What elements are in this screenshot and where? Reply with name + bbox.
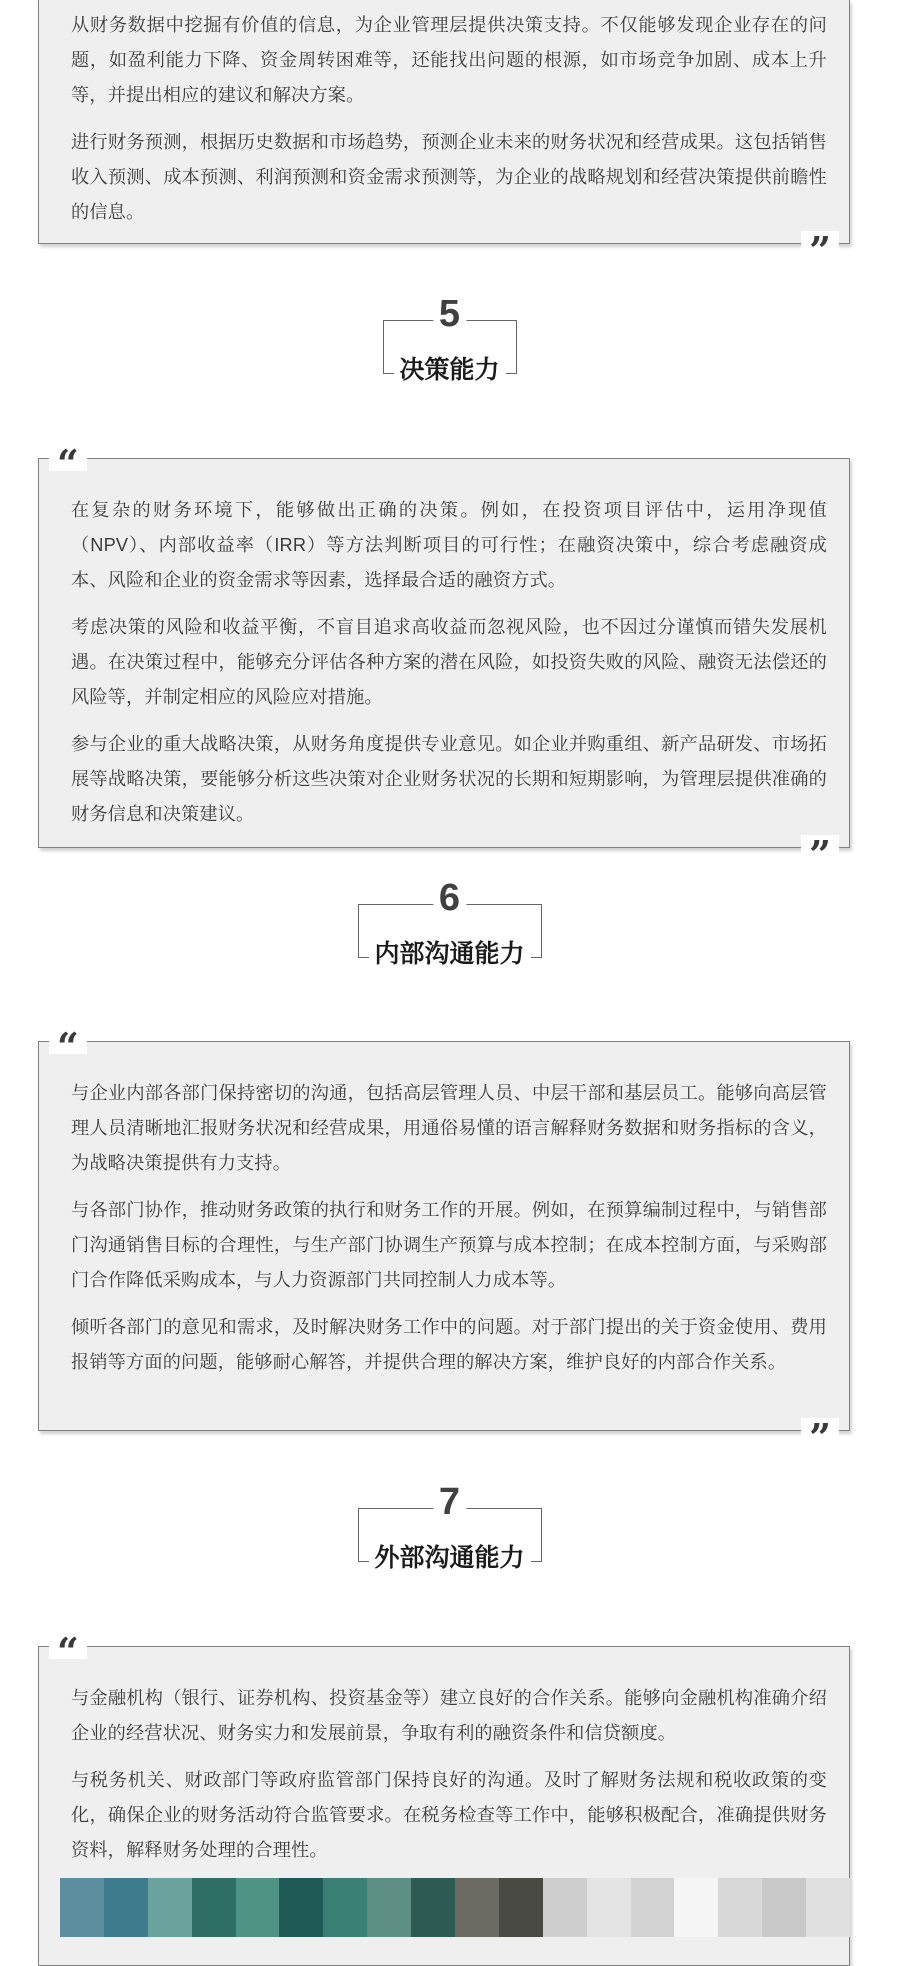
quote-box-section-4 — [38, 0, 850, 257]
section-title: 内部沟通能力 — [368, 934, 530, 974]
paragraph: 倾听各部门的意见和需求，及时解决财务工作中的问题。对于部门提出的关于资金使用、费用报销等方面的问题，能够耐心解答，并提供合理的解决方案，维护良好的内部合作关系。 — [71, 1317, 827, 1372]
section-number: 7 — [433, 1480, 466, 1524]
section-heading-6 — [0, 877, 899, 992]
section-number: 6 — [433, 876, 466, 920]
open-quote-icon: “ — [49, 1028, 87, 1054]
paragraph: 与金融机构（银行、证券机构、投资基金等）建立良好的合作关系。能够向金融机构准确介绍企业的经营状况、财务实力和发展前景，争取有利的融资条件和信贷额度。 — [71, 1688, 827, 1743]
paragraph: 考虑决策的风险和收益平衡，不盲目追求高收益而忽视风险，也不因过分谨慎而错失发展机遇。在决策过程中，能够充分评估各种方案的潜在风险，如投资失败的风险、融资无法偿还的风险等，并制定相应的风险应对措施。 — [71, 617, 827, 707]
paragraph: 在复杂的财务环境下，能够做出正确的决策。例如，在投资项目评估中，运用净现值（NPV）、内部收益率（IRR）等方法判断项目的可行性；在融资决策中，综合考虑融资成本、风险和企业的资金需求等因素，选择最合适的融资方式。 — [71, 500, 827, 590]
open-quote-icon: “ — [49, 1633, 87, 1659]
paragraph: 进行财务预测，根据历史数据和市场趋势，预测企业未来的财务状况和经营成果。这包括销售收入预测、成本预测、利润预测和资金需求预测等，为企业的战略规划和经营决策提供前瞻性的信息。 — [71, 132, 827, 222]
section-heading-5 — [0, 293, 899, 408]
open-quote-icon: “ — [49, 445, 87, 471]
close-quote-icon: ” — [801, 231, 839, 257]
section-title: 外部沟通能力 — [368, 1538, 530, 1578]
section-heading-7 — [0, 1481, 899, 1596]
paragraph: 与企业内部各部门保持密切的沟通，包括高层管理人员、中层干部和基层员工。能够向高层管理人员清晰地汇报财务状况和经营成果，用通俗易懂的语言解释财务数据和财务指标的含义，为战略决策提供有力支持。 — [71, 1083, 827, 1173]
paragraph: 与税务机关、财政部门等政府监管部门保持良好的沟通。及时了解财务法规和税收政策的变化，确保企业的财务活动符合监管要求。在税务检查等工作中，能够积极配合，准确提供财务资料，解释财务处理的合理性。 — [71, 1770, 827, 1860]
paragraph: 与各部门协作，推动财务政策的执行和财务工作的开展。例如，在预算编制过程中，与销售部门沟通销售目标的合理性，与生产部门协调生产预算与成本控制；在成本控制方面，与采购部门合作降低采购成本，与人力资源部门共同控制人力成本等。 — [71, 1200, 827, 1290]
paragraph: 从财务数据中挖掘有价值的信息，为企业管理层提供决策支持。不仅能够发现企业存在的问题，如盈利能力下降、资金周转困难等，还能找出问题的根源，如市场竞争加剧、成本上升等，并提出相应的建议和解决方案。 — [71, 15, 827, 105]
section-number: 5 — [433, 292, 466, 336]
close-quote-icon: ” — [801, 1418, 839, 1444]
section-title: 决策能力 — [393, 350, 505, 390]
close-quote-icon: ” — [801, 835, 839, 861]
quote-box-section-5 — [38, 445, 850, 861]
paragraph: 参与企业的重大战略决策，从财务角度提供专业意见。如企业并购重组、新产品研发、市场拓展等战略决策，要能够分析这些决策对企业财务状况的长期和短期影响，为管理层提供准确的财务信息和决策建议。 — [71, 734, 827, 824]
blurred-image — [60, 1878, 850, 1937]
quote-box-section-6 — [38, 1028, 850, 1444]
